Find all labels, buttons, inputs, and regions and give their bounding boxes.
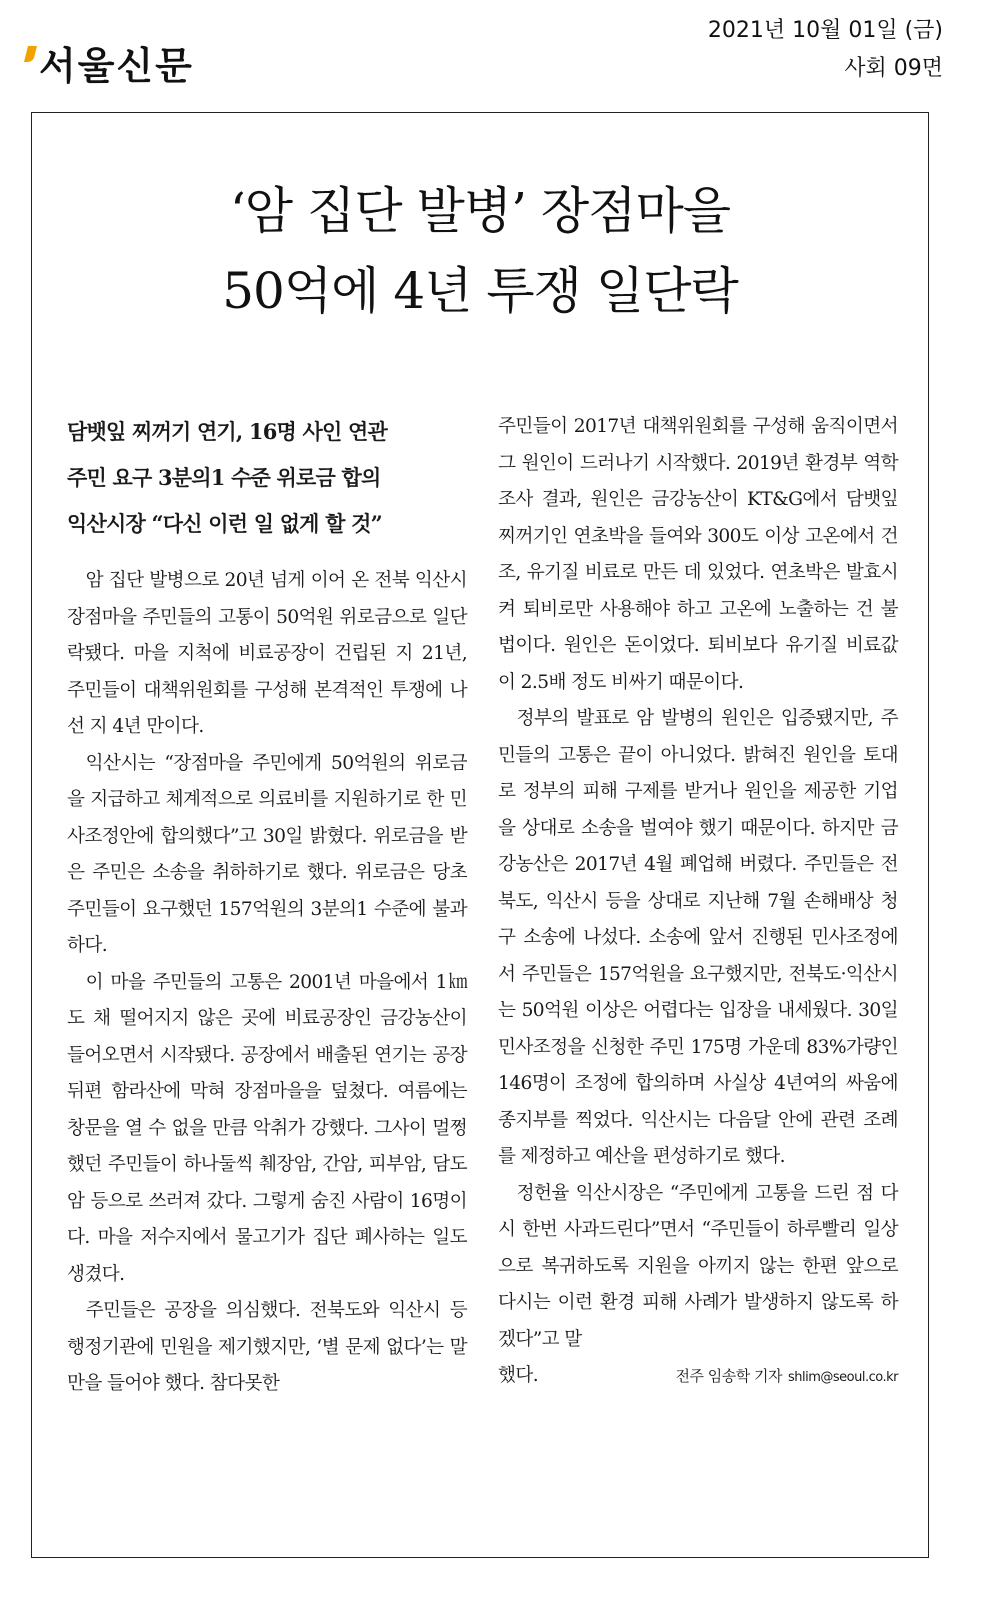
body-paragraph: 주민들이 2017년 대책위원회를 구성해 움직이면서 그 원인이 드러나기 시작했다. 2019년 환경부 역학 조사 결과, 원인은 금강농산이 KT&G에서 담뱃잎 찌꺼기인 연초박을 들여와 300도 이상 고온에서 건조, 유기질 비료로 만든 데 있었다. 연초박은 발효시켜 퇴비로만 사용해야 하고 고온에 노출하는 건 불법이다. 원인은 돈이었다. 퇴비보다 유기질 비료값이 2.5배 정도 비싸기 때문이다. xyxy=(498,416,898,693)
logo-accent-mark xyxy=(24,46,37,62)
right-column xyxy=(498,409,898,1397)
closing-line xyxy=(498,1358,898,1397)
headline-line-1: ‘암 집단 발병’ 장점마을 xyxy=(229,182,731,240)
body-paragraph: 정부의 발표로 암 발병의 원인은 입증됐지만, 주민들의 고통은 끝이 아니었다. 밝혀진 원인을 토대로 정부의 피해 구제를 받거나 원인을 제공한 기업을 상대로 소송을 벌여야 했기 때문이다. 하지만 금강농산은 2017년 4월 폐업해 버렸다. 주민들은 전북도, 익산시 등을 상대로 지난해 7월 손해배상 청구 소송에 나섰다. 소송에 앞서 진행된 민사조정에서 주민들은 157억원을 요구했지만, 전북도·익산시는 50억원 이상은 어렵다는 입장을 내세웠다. 30일 민사조정을 신청한 주민 175명 가운데 83%가량인 146명이 조정에 합의하며 사실상 4년여의 싸움에 종지부를 찍었다. 익산시는 다음달 안에 관련 조례를 제정하고 예산을 편성하기로 했다. xyxy=(498,708,898,1167)
body-paragraph: 익산시는 “장점마을 주민에게 50억원의 위로금을 지급하고 체계적으로 의료비를 지원하기로 한 민사조정안에 합의했다”고 30일 밝혔다. 위로금을 받은 주민은 소송을 취하하기로 했다. 위로금은 당초 주민들이 요구했던 157억원의 3분의1 수준에 불과하다. xyxy=(67,752,467,956)
byline xyxy=(676,1358,898,1397)
section-page: 사회 09면 xyxy=(844,56,943,81)
subhead-line: 익산시장 “다신 이런 일 없게 할 것” xyxy=(67,511,382,536)
newspaper-name: 서울신문 xyxy=(39,44,194,88)
body-paragraph: 암 집단 발병으로 20년 넘게 이어 온 전북 익산시 장점마을 주민들의 고통이 50억원 위로금으로 일단락됐다. 마을 지척에 비료공장이 건립된 지 21년, 주민들이 대책위원회를 구성해 본격적인 투쟁에 나선 지 4년 만이다. xyxy=(67,570,467,737)
article-frame xyxy=(31,112,929,1558)
left-column xyxy=(67,409,467,1403)
headline xyxy=(32,171,928,331)
body-paragraph: 정헌율 익산시장은 “주민에게 고통을 드린 점 다시 한번 사과드린다”면서 “주민들이 하루빨리 일상으로 복귀하도록 지원을 아끼지 않는 한편 앞으로 다시는 이런 환경 피해 사례가 발생하지 않도록 하겠다”고 말 xyxy=(498,1182,898,1350)
subhead-line: 주민 요구 3분의1 수준 위로금 합의 xyxy=(67,465,381,490)
masthead xyxy=(26,40,194,100)
body-paragraph: 이 마을 주민들의 고통은 2001년 마을에서 1㎞도 채 떨어지지 않은 곳에 비료공장인 금강농산이 들어오면서 시작됐다. 공장에서 배출된 연기는 공장 뒤편 함라산에 막혀 장점마을을 덮쳤다. 여름에는 창문을 열 수 없을 만큼 악취가 강했다. 그사이 멀쩡했던 주민들이 하나둘씩 췌장암, 간암, 피부암, 담도암 등으로 쓰러져 갔다. 그렇게 숨진 사람이 16명이다. 마을 저수지에서 물고기가 집단 폐사하는 일도 생겼다. xyxy=(67,971,467,1285)
reporter-name: 전주 임송학 기자 xyxy=(675,1367,782,1385)
subhead-line: 담뱃잎 찌꺼기 연기, 16명 사인 연관 xyxy=(67,419,388,444)
headline-line-2: 50억에 4년 투쟁 일단락 xyxy=(222,262,738,320)
dateline xyxy=(708,12,943,88)
publication-date: 2021년 10월 01일 (금) xyxy=(707,18,943,43)
body-paragraph: 주민들은 공장을 의심했다. 전북도와 익산시 등 행정기관에 민원을 제기했지만, ‘별 문제 없다’는 말만을 들어야 했다. 참다못한 xyxy=(67,1300,467,1394)
subheadlines xyxy=(67,409,467,547)
body-last-line: 했다. xyxy=(498,1365,539,1386)
reporter-email: shlim@seoul.co.kr xyxy=(788,1370,898,1385)
